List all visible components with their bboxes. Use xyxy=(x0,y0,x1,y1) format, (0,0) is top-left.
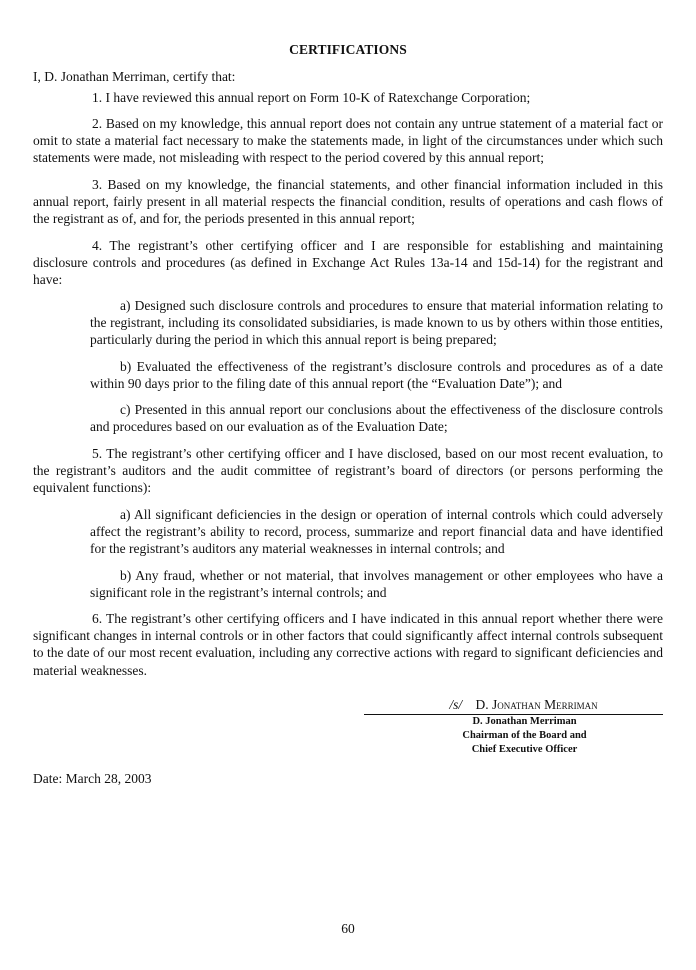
item-5-sub-b: b) Any fraud, whether or not material, that involves management or other employees who have a significant role in the registrant’s internal controls; and xyxy=(90,568,663,601)
intro-statement: I, D. Jonathan Merriman, certify that: xyxy=(33,69,236,84)
item-4-sub-b: b) Evaluated the effectiveness of the registrant’s disclosure controls and procedures as of a date within 90 days prior to the filing date of this annual report (the “Evaluation Date”); and xyxy=(90,359,663,392)
item-4-sub-c: c) Presented in this annual report our conclusions about the effectiveness of the disclosure controls and procedures based on our evaluation as of the Evaluation Date; xyxy=(90,402,663,435)
signature-line xyxy=(364,696,663,715)
signer-title-line-1: Chairman of the Board and xyxy=(462,730,587,741)
signature-block xyxy=(364,696,663,757)
certification-item-4: 4. The registrant’s other certifying officer and I are responsible for establishing and maintaining disclosure controls and procedures (as defined in Exchange Act Rules 13a-14 and 15d-14) for the registrant and have: xyxy=(33,238,663,288)
signed-name: D. Jonathan Merriman xyxy=(475,697,598,712)
certification-item-5: 5. The registrant’s other certifying officer and I have disclosed, based on our most recent evaluation, to the registrant’s auditors and the audit committee of registrant’s board of directors (or persons performing the equivalent functions): xyxy=(33,446,663,496)
page-number: 60 xyxy=(341,921,355,936)
signature-date: Date: March 28, 2003 xyxy=(33,771,152,786)
signer-title-line-2: Chief Executive Officer xyxy=(471,744,578,755)
certification-item-2: 2. Based on my knowledge, this annual report does not contain any untrue statement of a material fact or omit to state a material fact necessary to make the statements made, in light of the circumstances under which such statements were made, not misleading with respect to the period covered by this annual report; xyxy=(33,116,663,166)
signature-prefix: /s/ xyxy=(449,697,463,712)
certification-item-1: 1. I have reviewed this annual report on Form 10-K of Ratexchange Corporation; xyxy=(92,90,531,105)
certification-item-3: 3. Based on my knowledge, the financial statements, and other financial information included in this annual report, fairly present in all material respects the financial condition, results of operations and cash flows of the registrant as of, and for, the periods presented in this annual report; xyxy=(33,177,663,227)
signer-printed-name: D. Jonathan Merriman xyxy=(472,716,577,727)
item-4-sub-a: a) Designed such disclosure controls and procedures to ensure that material information relating to the registrant, including its consolidated subsidiaries, is made known to us by others within those entities, particularly during the period in which this annual report is being prepared; xyxy=(90,298,663,348)
item-5-sub-a: a) All significant deficiencies in the design or operation of internal controls which could adversely affect the registrant’s ability to record, process, summarize and report financial data and have identified for the registrant’s auditors any material weaknesses in internal controls; and xyxy=(90,507,663,557)
document-title: CERTIFICATIONS xyxy=(289,42,407,57)
certification-item-6: 6. The registrant’s other certifying officers and I have indicated in this annual report whether there were significant changes in internal controls or in other factors that could significantly affect internal controls subsequent to the date of our most recent evaluation, including any corrective actions with regard to significant deficiencies and material weaknesses. xyxy=(33,611,663,678)
